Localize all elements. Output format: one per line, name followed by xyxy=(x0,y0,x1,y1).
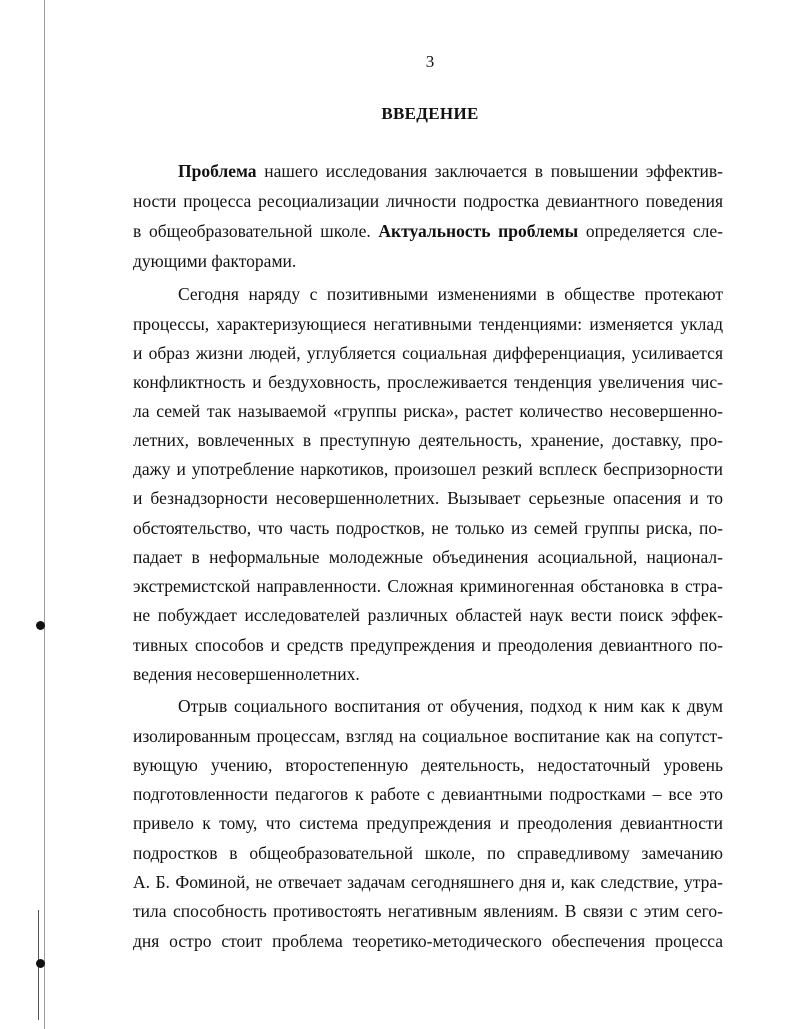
text-line: изолированным процессам, взгляд на социальное воспитание как на сопутст- xyxy=(133,726,723,746)
text-line: ла семей так называемой «группы риска», растет количество несовершенно- xyxy=(133,401,723,421)
page-number: 3 xyxy=(425,52,435,71)
text-line: дующими факторами. xyxy=(133,251,297,271)
text-line: обстоятельство, что часть подростков, не только из семей группы риска, по- xyxy=(133,518,723,538)
text-line: привело к тому, что система предупреждения и преодоления девиантности xyxy=(133,813,723,833)
text-span: в общеобразовательной школе. xyxy=(133,221,379,241)
section-heading: ВВЕДЕНИЕ xyxy=(381,104,479,123)
text-line: тивных способов и средств предупреждения и преодоления девиантного по- xyxy=(133,635,723,655)
text-line: подростков в общеобразовательной школе, по справедливому замечанию xyxy=(133,843,723,863)
text-span: нашего исследования заключается в повышении эффектив- xyxy=(256,161,723,181)
punch-hole-mark xyxy=(36,959,45,968)
text-line: Отрыв социального воспитания от обучения, подход к ним как к двум xyxy=(178,696,723,716)
text-line: А. Б. Фоминой, не отвечает задачам сегодняшнего дня и, как следствие, утра- xyxy=(133,872,723,892)
text-line: дня остро стоит проблема теоретико-методического обеспечения процесса xyxy=(133,931,723,951)
bold-term: Проблема xyxy=(178,161,257,181)
text-line: Сегодня наряду с позитивными изменениями в обществе протекают xyxy=(178,284,723,304)
text-line: вующую учению, второстепенную деятельность, недостаточный уровень xyxy=(133,755,723,775)
text-line: ведения несовершеннолетних. xyxy=(133,664,360,684)
text-line: процессы, характеризующиеся негативными тенденциями: изменяется уклад xyxy=(133,314,723,334)
text-line: летних, вовлеченных в преступную деятельность, хранение, доставку, про- xyxy=(133,430,723,450)
text-line: подготовленности педагогов к работе с девиантными подростками – все это xyxy=(133,784,723,804)
text-line: ности процесса ресоциализации личности подростка девиантного поведения xyxy=(133,191,723,211)
bold-term: Актуальность проблемы xyxy=(378,221,579,241)
text-line: и безнадзорности несовершеннолетних. Вызывает серьезные опасения и то xyxy=(133,488,723,508)
text-line: не побуждает исследователей различных областей наук вести поиск эффек- xyxy=(133,605,723,625)
punch-hole-mark xyxy=(36,621,45,630)
text-line: дажу и употребление наркотиков, произошел резкий всплеск беспризорности xyxy=(133,459,723,479)
text-line: тила способность противостоять негативным явлениям. В связи с этим сего- xyxy=(133,901,723,921)
binding-edge-line xyxy=(44,0,45,1029)
text-span: определяется сле- xyxy=(578,221,723,241)
text-line: конфликтность и бездуховность, прослеживается тенденция увеличения чис- xyxy=(133,372,723,392)
text-line: экстремистской направленности. Сложная криминогенная обстановка в стра- xyxy=(133,576,723,596)
text-line xyxy=(178,157,723,185)
text-line: и образ жизни людей, углубляется социальная дифференциация, усиливается xyxy=(133,343,723,363)
text-line: падает в неформальные молодежные объединения асоциальной, национал- xyxy=(133,547,723,567)
text-line xyxy=(133,217,723,245)
